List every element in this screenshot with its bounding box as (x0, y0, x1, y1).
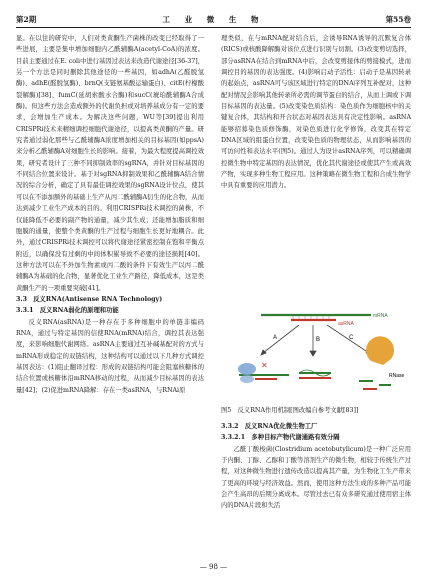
page-number: — 98 — (199, 563, 228, 571)
figure-asrna-mechanism (221, 295, 411, 403)
paragraph: 显。在以往的研究中，人们对类黄酮生产菌株的改变已经取得了一些进展，主要是集中增加细胞内乙酰辅酶A(acetyl-CoA)的浓度。目前主要通过在E. coli中进行基因过表达来改造代谢途径[36-37]，另一个方法是同时删除其他途径的一些基因，如adhA(乙醛脱氢酶)、adhE(醛脱氢酶)、brnQ(支链氨基酸运输蛋白)、citE(柠檬酸裂解酶)[38]、fumC(延胡索酸水合酶)和sucC(琥珀酰辅酶A合成酶)。但这些方法会造成额外的代谢负担或对培养基成分有一定的要求，会增加生产成本。为解决这些问题，WU等[39]提出利用CRISPRi技术来精细调控细胞代谢途径，以提高类黄酮的产量。研究者通过弱化那些与乙酰辅酶A浓度增加相关的目标基因(如ppsA)来分析乙酰辅酶A对细胞生长的影响。接着，为最大程度提高调控效果，研究者设计了三种不同抑制效率的sgRNA，并针对目标基因的不同结合位置来设计。基于对sgRNA抑制效果和乙酰辅酶A结合情况的综合分析，确定了具有最佳调控效果的sgRNA设计位点，使其可以在不添加额外的基础上生产从丙二酰辅酶A衍生的化合物，从而达到减少工业生产成本的目的。利用CRISPRi技术调控的菌株，不仅能降低不必要的副产物的通量，减少其生成；还能增加脂质和细胞膜的通量，使整个类黄酮的生产过程与细胞生长更好地耦合。此外，通过CRISPRi技术调控可以将代谢途径紧密控制在饱和平衡点附近，以确保没有过剩的中间体积累导致不必要的途径损耗[40]。这种方法可以在不外加生物素或丙二酸的条件下有效生产以丙二酰辅酶A为基础的化合物，显著优化工业生产路径，降低成本，这是类黄酮生产的一项重要突破[41]。 (16, 35, 204, 292)
rnase-label: RNase (389, 373, 405, 379)
volume-number: 第55卷 (385, 15, 411, 24)
subsection-heading: 3.3.1 反义RNA弱化的原理和功能 (16, 307, 119, 315)
left-column (16, 33, 204, 396)
paragraph: 理类似，在与mRNA配对结合后，会诱导RNA诱导的沉默复合体(RICS)或核酸降解酶对该位点进行识别与切割。(3)改变剪切选择，部分asRNA在结合到mRNA中后，会改变剪接体的剪接模式，进而调控目的基因的表达强度。(4)影响启动子活性：启动子是基因转录的起始点，asRNA可与该区域进行特定的DNA序列互补配对，这种配对情况会影响其他转录所必需的调节蛋白的结合，从而上调或下调目标基因的表达量。(5)改变染色质结构：染色质作为细胞核中的关键复合体，其结构和开合状态对基因表达具有决定性影响。asRNA能够招募染色质修饰酶，对染色质进行化学修饰，改变其在特定DNA区域的组蛋白位置，改变染色质的物理状态，从而影响基因的可访问性和表达水平(图5)。通过人为设计asRNA序列，可以精确调控微生物中特定基因的表达情况，优化其代谢途径或使其产生或高效产物，实现多种生物工程应用。这种策略在微生物工程和合成生物学中具有重要的应用潜力。 (221, 35, 411, 190)
branch-c-label: C (349, 335, 354, 341)
right-column (221, 33, 411, 192)
ribosome-icon (238, 363, 256, 375)
section-heading: 3.3 反义RNA(Antisense RNA Technology) (16, 295, 163, 303)
paragraph: 反义RNA(asRNA)是一种存在于多种细胞中的单链非编码RNA，通过与特定基因的信使RNA(mRNA)结合，调控其表达强度，来影响细胞代谢网络。asRNA主要通过互补碱基配对的方式与mRNA形成稳定的双链结构，这种结构可以通过以下几种方式调控基因表达：(1)阻止翻译过程：形成的双链结构可能会阻塞核糖体的结合位置或核糖体沿mRNA移动的过程，从而减少目标基因的表达量[42]；(2)促进mRNA降解：存在一类asRNA，与RNAi原 (16, 318, 204, 394)
right-column-lower (221, 421, 411, 512)
mrna-label: mRNA (373, 313, 388, 319)
arrow-c (327, 325, 369, 353)
header-divider (16, 27, 411, 28)
asrna-label: asRNA (338, 321, 354, 327)
rnase-icon (366, 336, 394, 365)
arrow-a (263, 325, 299, 353)
branch-b-label: B (316, 337, 321, 343)
figure-caption: 图5 反义RNA作用机制[图改编自参考文献[83]] (221, 407, 359, 414)
branch-a-label: A (273, 335, 278, 341)
page-header (16, 14, 411, 26)
subsection-heading: 3.3.2 反义RNA优化微生物工厂 (221, 423, 318, 430)
journal-title: 工 业 微 生 物 (162, 15, 265, 24)
blocked-mark: ✕ (261, 361, 268, 370)
base-pair-ticks (293, 316, 329, 319)
subsubsection-heading: 3.3.2.1 多种目标产物代谢通路有效分隔 (221, 434, 340, 442)
paragraph: 乙酰丁酸梭菌(Clostridium acetobutylicum)是一种广泛应用于内酮、丁醇、乙醇和丁酸等溶剂生产的微生物，相较于传统生产过程，对这种微生物进行遗传改造以提高其产量，为生物化工生产带来了更高的环境与经济效益。然而，使用这种方法生成的多种产品可能会产生高昂的后期分离成本。尽管过去已有众多研究通过使用宿主体内的DNA片段和失活 (221, 445, 411, 510)
issue-number: 第2期 (16, 15, 37, 24)
